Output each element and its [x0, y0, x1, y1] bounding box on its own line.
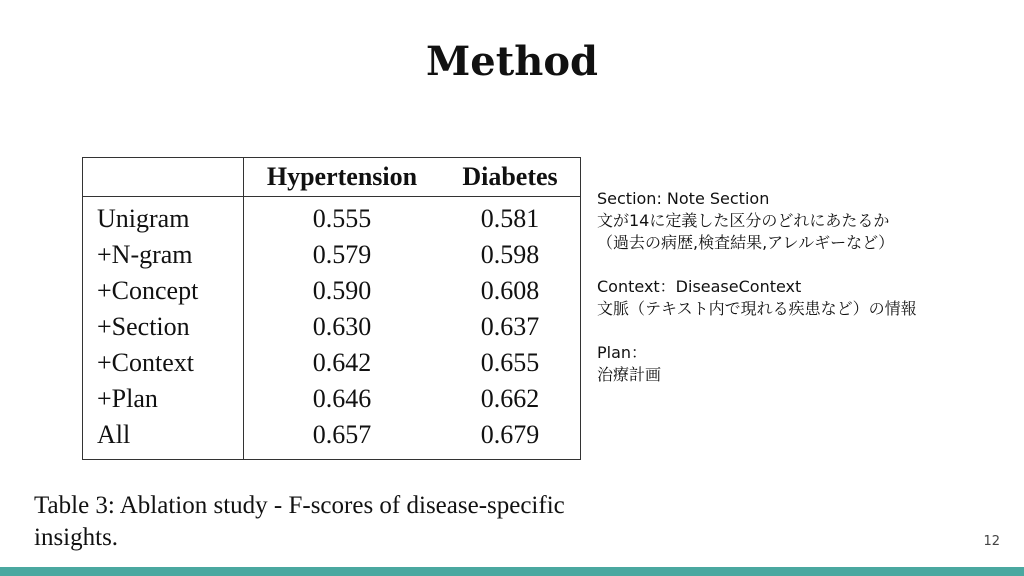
diabetes-score: 0.608	[440, 273, 581, 309]
hypertension-score: 0.642	[312, 348, 372, 377]
table-row	[83, 197, 581, 238]
slide-title: Method	[426, 38, 598, 85]
notes-panel	[597, 188, 1007, 386]
note-plan-title: Plan：	[597, 343, 648, 362]
note-plan-desc: 治療計画	[597, 365, 662, 384]
note-section-desc-1: 文が14に定義した区分のどれにあたるか	[597, 211, 890, 230]
note-context-title: Context：DiseaseContext	[597, 277, 802, 296]
table-row	[83, 273, 581, 309]
row-label: All	[83, 417, 244, 460]
page-number: 12	[983, 534, 1000, 549]
row-label: +Plan	[83, 381, 244, 417]
note-section-desc-2: （過去の病歴,検査結果,アレルギーなど）	[597, 233, 895, 252]
diabetes-score: 0.679	[440, 417, 581, 460]
ablation-table	[82, 157, 581, 460]
table-row	[83, 381, 581, 417]
table-header-row	[83, 158, 581, 197]
diabetes-score: 0.598	[440, 237, 581, 273]
table-row	[83, 417, 581, 460]
hypertension-score: 0.657	[244, 417, 441, 460]
hypertension-score: 0.630	[312, 312, 372, 341]
table-caption: Table 3: Ablation study - F-scores of disease-specific insights.	[34, 492, 565, 551]
note-section-title: Section: Note Section	[597, 189, 770, 208]
hypertension-score: 0.579	[312, 240, 372, 269]
table-header-diabetes: Diabetes	[440, 158, 581, 197]
table-row	[83, 345, 581, 381]
row-label: +Context	[83, 345, 244, 381]
diabetes-score: 0.662	[440, 381, 581, 417]
table-row	[83, 237, 581, 273]
row-label: +Section	[83, 309, 244, 345]
row-label: +Concept	[83, 273, 244, 309]
table-row	[83, 309, 581, 345]
hypertension-score: 0.590	[312, 276, 372, 305]
diabetes-score: 0.637	[440, 309, 581, 345]
row-label: +N-gram	[83, 237, 244, 273]
bottom-accent-bar	[0, 567, 1024, 576]
note-context-desc: 文脈（テキスト内で現れる疾患など）の情報	[597, 299, 917, 318]
hypertension-score: 0.646	[312, 384, 372, 413]
table-header-corner	[83, 158, 244, 197]
row-label: Unigram	[83, 197, 244, 238]
diabetes-score: 0.655	[440, 345, 581, 381]
diabetes-score: 0.581	[440, 197, 581, 238]
table-header-hypertension: Hypertension	[244, 158, 441, 197]
hypertension-score: 0.555	[312, 204, 372, 233]
